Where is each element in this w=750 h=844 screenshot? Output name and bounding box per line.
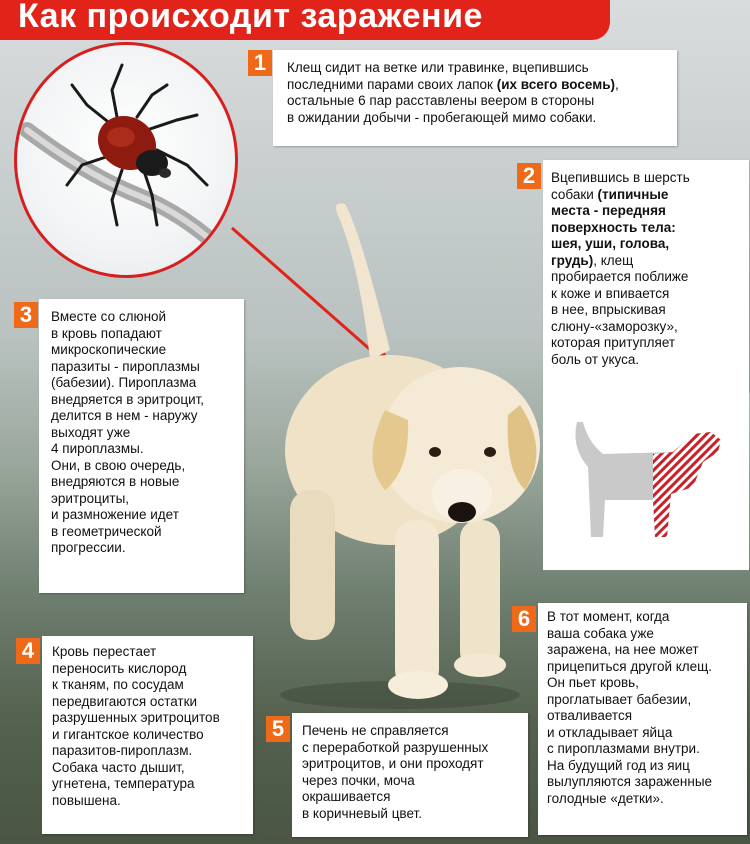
step-6-text: В тот момент, когда ваша собака уже заражена, на нее может прицепиться другой клещ. Он пьет кровь, проглатывает бабезии, отваливается и откладывает яйца с пироплазмами внутри. На будущий год из яиц вылупляются зараженные голодные «детки».: [547, 609, 713, 806]
step-5-box: [292, 713, 528, 837]
step-2-text: Вцепившись в шерсть собаки (типичные места - передняя поверхность тела: шея, уши, голова, грудь), клещ пробирается поближе к коже и впивается в нее, впрыскивая слюну-«заморозку», которая притупляет боль от укуса.: [551, 170, 690, 367]
step-6-number: 6: [512, 606, 536, 632]
dog-silhouette-icon: [543, 392, 749, 570]
step-3-text: Вместе со слюной в кровь попадают микроскопические паразиты - пироплазмы (бабезии). Пироплазма внедряется в эритроцит, делится в нем - наружу выходят уже 4 пироплазмы. Они, в свою очередь, внедряются в новые эритроциты, и размножение идет в геометрической прогрессии.: [51, 309, 205, 555]
step-4-text: Кровь перестает переносить кислород к тканям, по сосудам передвигаются остатки разрушенных эритроцитов и гигантское количество паразитов-пироплазм. Собака часто дышит, угнетена, температура повышена.: [52, 644, 220, 808]
step-2-box: [543, 160, 749, 392]
step-2-number: 2: [517, 163, 541, 189]
step-3-box: [39, 299, 244, 593]
step-5-text: Печень не справляется с переработкой разрушенных эритроцитов, и они проходят через почки, моча окрашивается в коричневый цвет.: [302, 723, 489, 821]
dog-silhouette-panel: [543, 392, 749, 570]
puppy-illustration: [250, 190, 550, 710]
step-4-number: 4: [16, 638, 40, 664]
step-1-box: [273, 50, 677, 146]
step-6-box: [538, 603, 747, 835]
page-title: Как происходит заражение: [18, 0, 483, 35]
step-5-number: 5: [266, 716, 290, 742]
step-1-number: 1: [248, 50, 272, 76]
step-4-box: [42, 636, 253, 834]
step-1-text: Клещ сидит на ветке или травинке, вцепившись последними парами своих лапок (их всего восемь), остальные 6 пар расставлены веером в стороны в ожидании добычи - пробегающей мимо собаки.: [287, 60, 619, 125]
step-3-number: 3: [14, 302, 38, 328]
